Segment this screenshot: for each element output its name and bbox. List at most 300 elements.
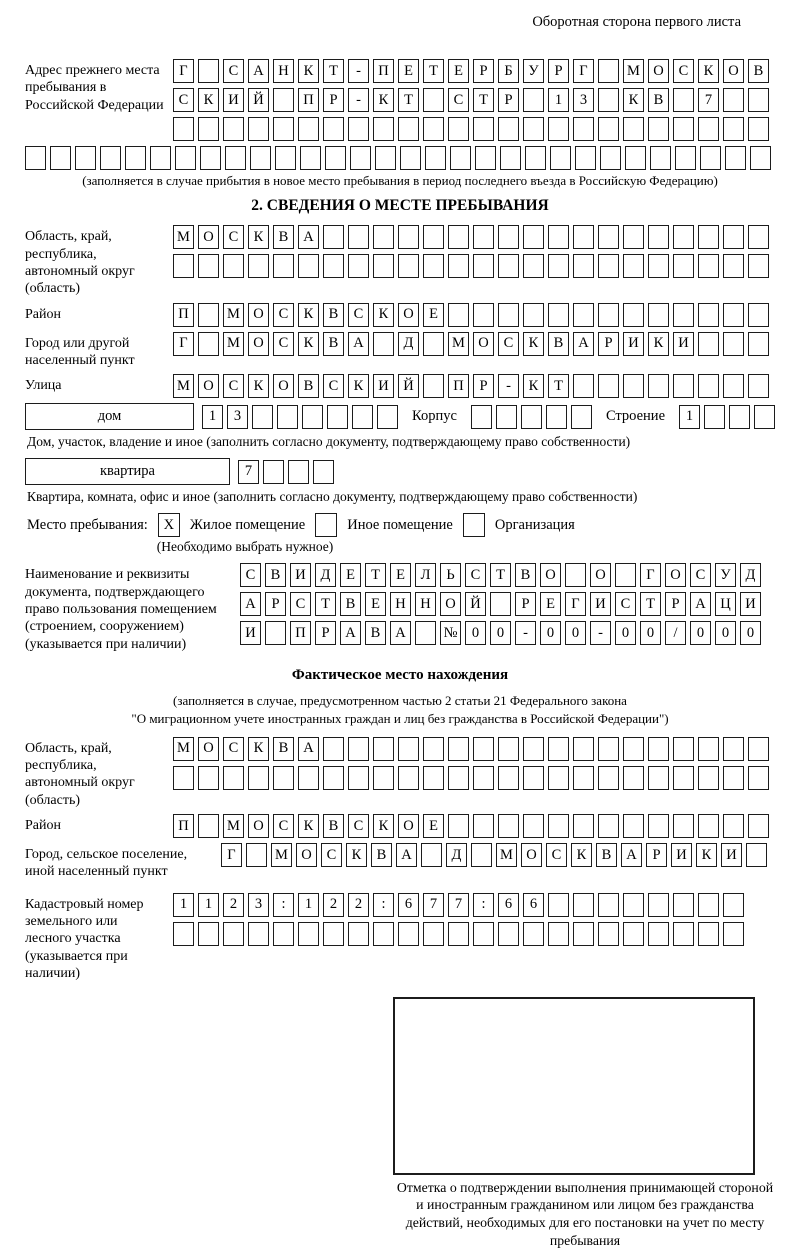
char-box[interactable] bbox=[198, 59, 219, 83]
char-box[interactable] bbox=[673, 303, 694, 327]
char-box[interactable] bbox=[223, 254, 244, 278]
char-box[interactable]: О bbox=[723, 59, 744, 83]
char-box[interactable]: 1 bbox=[198, 893, 219, 917]
char-box[interactable]: К bbox=[373, 814, 394, 838]
char-box[interactable]: Г bbox=[173, 332, 194, 356]
char-box[interactable] bbox=[198, 922, 219, 946]
char-box[interactable]: С bbox=[290, 592, 311, 616]
char-box[interactable] bbox=[421, 843, 442, 867]
char-box[interactable] bbox=[673, 737, 694, 761]
char-box[interactable] bbox=[398, 254, 419, 278]
char-box[interactable] bbox=[723, 814, 744, 838]
char-box[interactable] bbox=[546, 405, 567, 429]
char-box[interactable]: С bbox=[465, 563, 486, 587]
char-box[interactable]: П bbox=[173, 303, 194, 327]
char-box[interactable]: С bbox=[223, 374, 244, 398]
char-box[interactable] bbox=[548, 303, 569, 327]
char-box[interactable]: Р bbox=[665, 592, 686, 616]
char-box[interactable]: Т bbox=[548, 374, 569, 398]
char-box[interactable] bbox=[548, 225, 569, 249]
char-box[interactable] bbox=[223, 766, 244, 790]
char-box[interactable] bbox=[373, 117, 394, 141]
char-box[interactable] bbox=[423, 254, 444, 278]
char-box[interactable]: А bbox=[240, 592, 261, 616]
char-box[interactable] bbox=[448, 303, 469, 327]
char-box[interactable] bbox=[573, 766, 594, 790]
char-box[interactable]: 1 bbox=[679, 405, 700, 429]
char-box[interactable]: Р bbox=[498, 88, 519, 112]
char-box[interactable] bbox=[573, 737, 594, 761]
char-box[interactable] bbox=[263, 460, 284, 484]
char-box[interactable] bbox=[748, 374, 769, 398]
char-box[interactable]: Е bbox=[448, 59, 469, 83]
char-box[interactable] bbox=[523, 88, 544, 112]
char-box[interactable] bbox=[573, 922, 594, 946]
char-box[interactable]: О bbox=[248, 814, 269, 838]
char-box[interactable] bbox=[425, 146, 446, 170]
char-box[interactable] bbox=[523, 225, 544, 249]
char-box[interactable] bbox=[377, 405, 398, 429]
char-box[interactable]: : bbox=[273, 893, 294, 917]
char-box[interactable] bbox=[327, 405, 348, 429]
char-box[interactable] bbox=[523, 117, 544, 141]
stay-type-checkbox-organization[interactable] bbox=[463, 513, 485, 537]
char-box[interactable]: П bbox=[298, 88, 319, 112]
char-box[interactable] bbox=[748, 225, 769, 249]
char-box[interactable] bbox=[50, 146, 71, 170]
char-box[interactable] bbox=[615, 563, 636, 587]
char-box[interactable] bbox=[598, 254, 619, 278]
char-box[interactable]: М bbox=[448, 332, 469, 356]
char-box[interactable]: Е bbox=[390, 563, 411, 587]
char-box[interactable] bbox=[423, 737, 444, 761]
char-box[interactable] bbox=[673, 374, 694, 398]
char-box[interactable] bbox=[150, 146, 171, 170]
char-box[interactable] bbox=[400, 146, 421, 170]
char-box[interactable]: В bbox=[371, 843, 392, 867]
char-box[interactable]: П bbox=[448, 374, 469, 398]
char-box[interactable] bbox=[498, 766, 519, 790]
char-box[interactable] bbox=[223, 117, 244, 141]
char-box[interactable] bbox=[573, 303, 594, 327]
char-box[interactable]: 1 bbox=[173, 893, 194, 917]
char-box[interactable]: Т bbox=[423, 59, 444, 83]
char-box[interactable] bbox=[675, 146, 696, 170]
char-box[interactable]: У bbox=[715, 563, 736, 587]
char-box[interactable] bbox=[277, 405, 298, 429]
char-box[interactable]: Д bbox=[446, 843, 467, 867]
char-box[interactable] bbox=[598, 117, 619, 141]
char-box[interactable] bbox=[473, 254, 494, 278]
char-box[interactable] bbox=[648, 254, 669, 278]
char-box[interactable]: А bbox=[690, 592, 711, 616]
char-box[interactable] bbox=[748, 303, 769, 327]
char-box[interactable] bbox=[348, 737, 369, 761]
char-box[interactable] bbox=[573, 225, 594, 249]
char-box[interactable] bbox=[598, 922, 619, 946]
char-box[interactable] bbox=[748, 737, 769, 761]
char-box[interactable]: 0 bbox=[615, 621, 636, 645]
char-box[interactable]: И bbox=[671, 843, 692, 867]
char-box[interactable] bbox=[273, 766, 294, 790]
char-box[interactable] bbox=[598, 59, 619, 83]
char-box[interactable]: У bbox=[523, 59, 544, 83]
char-box[interactable] bbox=[723, 88, 744, 112]
char-box[interactable] bbox=[573, 893, 594, 917]
char-box[interactable]: О bbox=[248, 332, 269, 356]
char-box[interactable] bbox=[423, 374, 444, 398]
char-box[interactable] bbox=[673, 766, 694, 790]
char-box[interactable] bbox=[648, 225, 669, 249]
char-box[interactable] bbox=[423, 922, 444, 946]
char-box[interactable] bbox=[348, 117, 369, 141]
char-box[interactable] bbox=[648, 766, 669, 790]
char-box[interactable] bbox=[373, 254, 394, 278]
char-box[interactable]: А bbox=[621, 843, 642, 867]
char-box[interactable]: К bbox=[373, 88, 394, 112]
char-box[interactable]: 3 bbox=[227, 405, 248, 429]
char-box[interactable] bbox=[598, 225, 619, 249]
char-box[interactable]: М bbox=[173, 374, 194, 398]
char-box[interactable] bbox=[698, 225, 719, 249]
char-box[interactable] bbox=[473, 922, 494, 946]
char-box[interactable]: - bbox=[348, 59, 369, 83]
char-box[interactable]: К bbox=[523, 332, 544, 356]
char-box[interactable]: О bbox=[440, 592, 461, 616]
char-box[interactable] bbox=[288, 460, 309, 484]
char-box[interactable] bbox=[273, 922, 294, 946]
char-box[interactable] bbox=[198, 117, 219, 141]
char-box[interactable]: - bbox=[590, 621, 611, 645]
char-box[interactable]: О bbox=[198, 225, 219, 249]
char-box[interactable] bbox=[673, 814, 694, 838]
char-box[interactable] bbox=[298, 922, 319, 946]
char-box[interactable]: О bbox=[665, 563, 686, 587]
char-box[interactable]: В bbox=[648, 88, 669, 112]
char-box[interactable]: Е bbox=[423, 814, 444, 838]
char-box[interactable] bbox=[673, 922, 694, 946]
char-box[interactable]: К bbox=[698, 59, 719, 83]
char-box[interactable] bbox=[673, 88, 694, 112]
char-box[interactable] bbox=[523, 254, 544, 278]
char-box[interactable]: К bbox=[198, 88, 219, 112]
char-box[interactable]: 2 bbox=[223, 893, 244, 917]
char-box[interactable]: И bbox=[223, 88, 244, 112]
char-box[interactable] bbox=[723, 893, 744, 917]
char-box[interactable] bbox=[248, 922, 269, 946]
char-box[interactable]: С bbox=[448, 88, 469, 112]
char-box[interactable]: Д bbox=[315, 563, 336, 587]
char-box[interactable]: П bbox=[173, 814, 194, 838]
char-box[interactable] bbox=[498, 814, 519, 838]
char-box[interactable]: Г bbox=[640, 563, 661, 587]
char-box[interactable] bbox=[175, 146, 196, 170]
char-box[interactable]: Р bbox=[473, 59, 494, 83]
char-box[interactable]: М bbox=[271, 843, 292, 867]
char-box[interactable]: Т bbox=[315, 592, 336, 616]
char-box[interactable] bbox=[398, 766, 419, 790]
char-box[interactable] bbox=[25, 146, 46, 170]
char-box[interactable] bbox=[273, 117, 294, 141]
char-box[interactable]: К bbox=[248, 374, 269, 398]
char-box[interactable]: В bbox=[548, 332, 569, 356]
char-box[interactable] bbox=[698, 737, 719, 761]
char-box[interactable] bbox=[313, 460, 334, 484]
char-box[interactable]: 0 bbox=[740, 621, 761, 645]
char-box[interactable] bbox=[748, 332, 769, 356]
char-box[interactable] bbox=[200, 146, 221, 170]
char-box[interactable]: Р bbox=[646, 843, 667, 867]
char-box[interactable] bbox=[198, 814, 219, 838]
char-box[interactable] bbox=[623, 374, 644, 398]
char-box[interactable] bbox=[523, 922, 544, 946]
char-box[interactable] bbox=[748, 254, 769, 278]
char-box[interactable] bbox=[352, 405, 373, 429]
char-box[interactable] bbox=[248, 117, 269, 141]
char-box[interactable] bbox=[473, 737, 494, 761]
char-box[interactable] bbox=[423, 766, 444, 790]
char-box[interactable] bbox=[698, 766, 719, 790]
char-box[interactable] bbox=[448, 737, 469, 761]
char-box[interactable] bbox=[323, 922, 344, 946]
char-box[interactable] bbox=[750, 146, 771, 170]
char-box[interactable] bbox=[548, 922, 569, 946]
char-box[interactable] bbox=[398, 922, 419, 946]
char-box[interactable]: И bbox=[240, 621, 261, 645]
char-box[interactable] bbox=[623, 766, 644, 790]
char-box[interactable]: В bbox=[323, 303, 344, 327]
char-box[interactable] bbox=[246, 843, 267, 867]
char-box[interactable] bbox=[350, 146, 371, 170]
char-box[interactable] bbox=[373, 766, 394, 790]
char-box[interactable]: Т bbox=[398, 88, 419, 112]
char-box[interactable]: С bbox=[690, 563, 711, 587]
char-box[interactable] bbox=[523, 737, 544, 761]
char-box[interactable]: И bbox=[673, 332, 694, 356]
char-box[interactable] bbox=[723, 332, 744, 356]
char-box[interactable] bbox=[598, 737, 619, 761]
char-box[interactable] bbox=[325, 146, 346, 170]
char-box[interactable] bbox=[450, 146, 471, 170]
char-box[interactable] bbox=[575, 146, 596, 170]
char-box[interactable] bbox=[348, 225, 369, 249]
char-box[interactable]: О bbox=[473, 332, 494, 356]
char-box[interactable]: И bbox=[590, 592, 611, 616]
char-box[interactable]: Г bbox=[173, 59, 194, 83]
char-box[interactable]: Д bbox=[740, 563, 761, 587]
char-box[interactable]: О bbox=[648, 59, 669, 83]
char-box[interactable]: А bbox=[396, 843, 417, 867]
char-box[interactable] bbox=[473, 303, 494, 327]
char-box[interactable]: Т bbox=[640, 592, 661, 616]
char-box[interactable] bbox=[225, 146, 246, 170]
char-box[interactable]: К bbox=[348, 374, 369, 398]
char-box[interactable]: Т bbox=[365, 563, 386, 587]
char-box[interactable] bbox=[173, 254, 194, 278]
char-box[interactable] bbox=[648, 922, 669, 946]
char-box[interactable] bbox=[498, 303, 519, 327]
char-box[interactable] bbox=[698, 254, 719, 278]
char-box[interactable]: С bbox=[273, 814, 294, 838]
char-box[interactable]: К bbox=[298, 332, 319, 356]
char-box[interactable]: Т bbox=[473, 88, 494, 112]
char-box[interactable] bbox=[475, 146, 496, 170]
char-box[interactable] bbox=[173, 922, 194, 946]
char-box[interactable]: О bbox=[590, 563, 611, 587]
char-box[interactable] bbox=[673, 893, 694, 917]
char-box[interactable]: 2 bbox=[323, 893, 344, 917]
char-box[interactable] bbox=[471, 405, 492, 429]
char-box[interactable]: Р bbox=[515, 592, 536, 616]
char-box[interactable] bbox=[273, 254, 294, 278]
stay-type-checkbox-residential[interactable]: X bbox=[158, 513, 180, 537]
char-box[interactable] bbox=[648, 117, 669, 141]
char-box[interactable]: Н bbox=[390, 592, 411, 616]
char-box[interactable]: В bbox=[323, 814, 344, 838]
char-box[interactable]: К bbox=[248, 225, 269, 249]
char-box[interactable]: Й bbox=[398, 374, 419, 398]
char-box[interactable]: Е bbox=[423, 303, 444, 327]
stay-type-checkbox-other-premises[interactable] bbox=[315, 513, 337, 537]
char-box[interactable] bbox=[373, 225, 394, 249]
char-box[interactable] bbox=[473, 225, 494, 249]
char-box[interactable] bbox=[648, 374, 669, 398]
char-box[interactable]: В bbox=[596, 843, 617, 867]
char-box[interactable]: П bbox=[373, 59, 394, 83]
char-box[interactable] bbox=[573, 814, 594, 838]
char-box[interactable] bbox=[523, 766, 544, 790]
char-box[interactable]: 6 bbox=[523, 893, 544, 917]
char-box[interactable]: 7 bbox=[448, 893, 469, 917]
char-box[interactable]: В bbox=[298, 374, 319, 398]
char-box[interactable]: 6 bbox=[498, 893, 519, 917]
char-box[interactable] bbox=[723, 254, 744, 278]
char-box[interactable]: О bbox=[398, 814, 419, 838]
char-box[interactable] bbox=[673, 254, 694, 278]
char-box[interactable]: В bbox=[515, 563, 536, 587]
char-box[interactable] bbox=[623, 922, 644, 946]
char-box[interactable]: 7 bbox=[423, 893, 444, 917]
char-box[interactable] bbox=[298, 766, 319, 790]
char-box[interactable]: И bbox=[290, 563, 311, 587]
char-box[interactable]: Р bbox=[548, 59, 569, 83]
char-box[interactable]: О bbox=[248, 303, 269, 327]
char-box[interactable] bbox=[265, 621, 286, 645]
char-box[interactable]: К bbox=[523, 374, 544, 398]
char-box[interactable] bbox=[398, 117, 419, 141]
char-box[interactable]: С bbox=[173, 88, 194, 112]
char-box[interactable]: С bbox=[673, 59, 694, 83]
char-box[interactable]: М bbox=[223, 332, 244, 356]
char-box[interactable] bbox=[521, 405, 542, 429]
char-box[interactable] bbox=[704, 405, 725, 429]
char-box[interactable]: К bbox=[571, 843, 592, 867]
char-box[interactable]: 0 bbox=[465, 621, 486, 645]
char-box[interactable]: К bbox=[648, 332, 669, 356]
char-box[interactable] bbox=[275, 146, 296, 170]
char-box[interactable] bbox=[748, 814, 769, 838]
char-box[interactable] bbox=[748, 766, 769, 790]
char-box[interactable] bbox=[448, 766, 469, 790]
char-box[interactable] bbox=[648, 303, 669, 327]
char-box[interactable] bbox=[248, 766, 269, 790]
char-box[interactable]: С bbox=[546, 843, 567, 867]
char-box[interactable] bbox=[198, 332, 219, 356]
char-box[interactable] bbox=[373, 922, 394, 946]
char-box[interactable]: 0 bbox=[565, 621, 586, 645]
char-box[interactable] bbox=[573, 254, 594, 278]
char-box[interactable] bbox=[398, 225, 419, 249]
char-box[interactable] bbox=[398, 737, 419, 761]
char-box[interactable] bbox=[198, 303, 219, 327]
char-box[interactable]: 0 bbox=[640, 621, 661, 645]
char-box[interactable] bbox=[571, 405, 592, 429]
char-box[interactable]: Ь bbox=[440, 563, 461, 587]
char-box[interactable] bbox=[746, 843, 767, 867]
char-box[interactable] bbox=[723, 737, 744, 761]
char-box[interactable]: В bbox=[340, 592, 361, 616]
char-box[interactable]: М bbox=[223, 303, 244, 327]
char-box[interactable]: Д bbox=[398, 332, 419, 356]
char-box[interactable]: О bbox=[540, 563, 561, 587]
char-box[interactable]: - bbox=[515, 621, 536, 645]
char-box[interactable] bbox=[448, 254, 469, 278]
char-box[interactable] bbox=[323, 737, 344, 761]
char-box[interactable]: 1 bbox=[298, 893, 319, 917]
char-box[interactable] bbox=[673, 117, 694, 141]
char-box[interactable]: М bbox=[173, 225, 194, 249]
char-box[interactable] bbox=[650, 146, 671, 170]
char-box[interactable] bbox=[125, 146, 146, 170]
char-box[interactable] bbox=[673, 225, 694, 249]
char-box[interactable] bbox=[302, 405, 323, 429]
char-box[interactable]: П bbox=[290, 621, 311, 645]
char-box[interactable] bbox=[550, 146, 571, 170]
char-box[interactable]: Р bbox=[323, 88, 344, 112]
char-box[interactable]: О bbox=[521, 843, 542, 867]
char-box[interactable] bbox=[548, 117, 569, 141]
char-box[interactable]: М bbox=[623, 59, 644, 83]
char-box[interactable] bbox=[548, 893, 569, 917]
char-box[interactable]: И bbox=[740, 592, 761, 616]
char-box[interactable] bbox=[548, 766, 569, 790]
char-box[interactable] bbox=[698, 893, 719, 917]
char-box[interactable] bbox=[754, 405, 775, 429]
char-box[interactable]: С bbox=[223, 225, 244, 249]
char-box[interactable] bbox=[598, 766, 619, 790]
char-box[interactable]: № bbox=[440, 621, 461, 645]
char-box[interactable]: В bbox=[323, 332, 344, 356]
char-box[interactable] bbox=[348, 254, 369, 278]
char-box[interactable]: С bbox=[223, 59, 244, 83]
char-box[interactable] bbox=[473, 766, 494, 790]
char-box[interactable] bbox=[423, 225, 444, 249]
char-box[interactable]: С bbox=[273, 303, 294, 327]
char-box[interactable] bbox=[573, 117, 594, 141]
char-box[interactable] bbox=[748, 88, 769, 112]
char-box[interactable] bbox=[623, 303, 644, 327]
char-box[interactable]: Г bbox=[221, 843, 242, 867]
char-box[interactable] bbox=[448, 117, 469, 141]
char-box[interactable] bbox=[375, 146, 396, 170]
char-box[interactable] bbox=[323, 766, 344, 790]
char-box[interactable] bbox=[698, 303, 719, 327]
char-box[interactable] bbox=[523, 303, 544, 327]
char-box[interactable] bbox=[323, 225, 344, 249]
char-box[interactable] bbox=[600, 146, 621, 170]
char-box[interactable] bbox=[698, 922, 719, 946]
char-box[interactable] bbox=[498, 117, 519, 141]
